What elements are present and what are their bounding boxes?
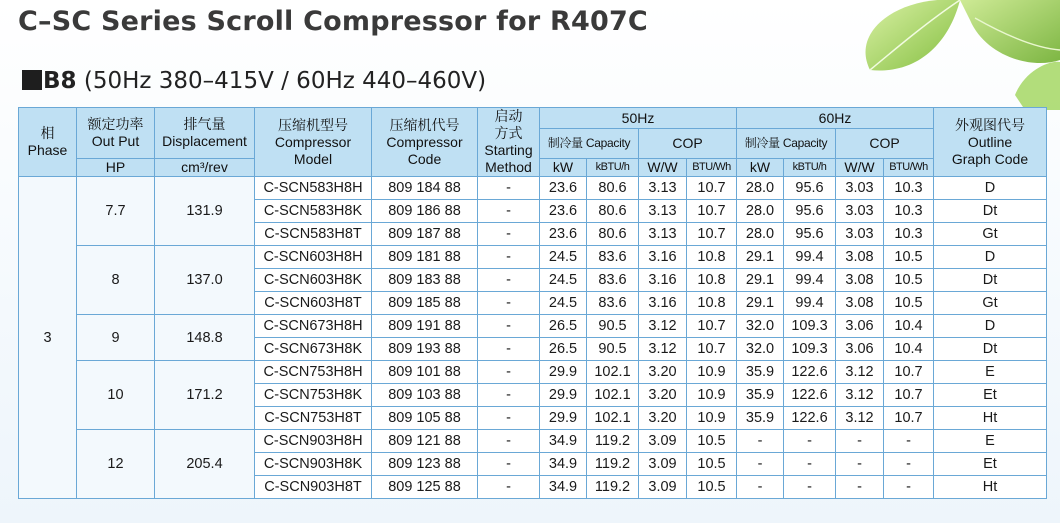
code-cell: 809 186 88	[372, 200, 478, 223]
code-cell: 809 103 88	[372, 384, 478, 407]
kbtu-50hz-cell: 119.2	[587, 453, 639, 476]
starting-method-cell: -	[478, 246, 540, 269]
cop-ww-60hz-cell: 3.08	[836, 292, 884, 315]
kbtu-60hz-cell: 109.3	[784, 315, 836, 338]
code-cell: 809 191 88	[372, 315, 478, 338]
cop-btuwh-50hz-cell: 10.5	[687, 453, 737, 476]
displacement-cell: 131.9	[155, 177, 255, 246]
cop-ww-60hz-cell: -	[836, 430, 884, 453]
cop-btuwh-50hz-cell: 10.7	[687, 315, 737, 338]
kw-60hz-cell: -	[737, 430, 784, 453]
cop-ww-60hz-cell: -	[836, 453, 884, 476]
cop-btuwh-60hz-cell: 10.7	[884, 407, 934, 430]
kw-50hz-cell: 24.5	[540, 269, 587, 292]
kw-60hz-cell: -	[737, 476, 784, 499]
starting-method-cell: -	[478, 430, 540, 453]
kw-60hz-cell: 35.9	[737, 407, 784, 430]
cop-btuwh-50hz-cell: 10.7	[687, 177, 737, 200]
model-cell: C-SCN603H8H	[255, 246, 372, 269]
cop-btuwh-60hz-cell: 10.4	[884, 315, 934, 338]
kbtu-60hz-cell: -	[784, 453, 836, 476]
kbtu-50hz-cell: 80.6	[587, 223, 639, 246]
cop-ww-50hz-cell: 3.20	[639, 384, 687, 407]
kw-60hz-cell: 29.1	[737, 269, 784, 292]
model-cell: C-SCN603H8K	[255, 269, 372, 292]
header-60hz-ww: W/W	[836, 159, 884, 177]
code-cell: 809 184 88	[372, 177, 478, 200]
cop-ww-50hz-cell: 3.13	[639, 223, 687, 246]
hp-cell: 8	[77, 246, 155, 315]
hp-cell: 9	[77, 315, 155, 361]
kw-50hz-cell: 24.5	[540, 292, 587, 315]
outline-code-cell: Dt	[934, 200, 1047, 223]
header-model: 压缩机型号 Compressor Model	[255, 108, 372, 177]
displacement-cell: 171.2	[155, 361, 255, 430]
table-row	[19, 246, 1047, 269]
code-cell: 809 121 88	[372, 430, 478, 453]
cop-btuwh-60hz-cell: 10.5	[884, 246, 934, 269]
cop-ww-60hz-cell: 3.08	[836, 246, 884, 269]
cop-btuwh-60hz-cell: -	[884, 430, 934, 453]
cop-ww-60hz-cell: 3.03	[836, 200, 884, 223]
kbtu-60hz-cell: 95.6	[784, 200, 836, 223]
header-60hz-kbtu: kBTU/h	[784, 159, 836, 177]
hp-cell: 10	[77, 361, 155, 430]
table-row	[19, 315, 1047, 338]
kw-50hz-cell: 23.6	[540, 177, 587, 200]
kbtu-50hz-cell: 102.1	[587, 361, 639, 384]
cop-ww-60hz-cell: 3.12	[836, 384, 884, 407]
kw-50hz-cell: 29.9	[540, 384, 587, 407]
header-50hz-ww: W/W	[639, 159, 687, 177]
cop-ww-50hz-cell: 3.09	[639, 430, 687, 453]
code-cell: 809 185 88	[372, 292, 478, 315]
displacement-cell: 137.0	[155, 246, 255, 315]
kbtu-60hz-cell: 122.6	[784, 407, 836, 430]
header-50hz-capacity: 制冷量 Capacity	[540, 129, 639, 159]
kbtu-60hz-cell: 95.6	[784, 177, 836, 200]
hp-cell: 12	[77, 430, 155, 499]
kbtu-50hz-cell: 90.5	[587, 338, 639, 361]
header-60hz-btuwh: BTU/Wh	[884, 159, 934, 177]
kw-60hz-cell: -	[737, 453, 784, 476]
series-subtitle	[22, 68, 486, 94]
cop-ww-50hz-cell: 3.20	[639, 361, 687, 384]
starting-method-cell: -	[478, 407, 540, 430]
cop-btuwh-50hz-cell: 10.8	[687, 246, 737, 269]
kw-60hz-cell: 29.1	[737, 292, 784, 315]
kbtu-50hz-cell: 102.1	[587, 384, 639, 407]
cop-btuwh-60hz-cell: 10.3	[884, 177, 934, 200]
header-50hz: 50Hz	[540, 108, 737, 129]
kw-60hz-cell: 28.0	[737, 177, 784, 200]
model-cell: C-SCN673H8K	[255, 338, 372, 361]
code-cell: 809 105 88	[372, 407, 478, 430]
header-50hz-kw: kW	[540, 159, 587, 177]
model-cell: C-SCN753H8T	[255, 407, 372, 430]
header-50hz-btuwh: BTU/Wh	[687, 159, 737, 177]
kw-50hz-cell: 29.9	[540, 407, 587, 430]
kw-50hz-cell: 34.9	[540, 476, 587, 499]
kbtu-60hz-cell: -	[784, 476, 836, 499]
header-outline: 外观图代号 Outline Graph Code	[934, 108, 1047, 177]
code-cell: 809 125 88	[372, 476, 478, 499]
kbtu-50hz-cell: 102.1	[587, 407, 639, 430]
cop-ww-50hz-cell: 3.09	[639, 453, 687, 476]
cop-ww-50hz-cell: 3.16	[639, 292, 687, 315]
outline-code-cell: E	[934, 430, 1047, 453]
kw-50hz-cell: 34.9	[540, 430, 587, 453]
kbtu-50hz-cell: 80.6	[587, 200, 639, 223]
model-cell: C-SCN903H8K	[255, 453, 372, 476]
outline-code-cell: E	[934, 361, 1047, 384]
cop-ww-60hz-cell: 3.06	[836, 338, 884, 361]
kbtu-60hz-cell: 99.4	[784, 292, 836, 315]
leaf-decoration-icon	[810, 0, 1060, 110]
kw-60hz-cell: 32.0	[737, 338, 784, 361]
header-50hz-kbtu: kBTU/h	[587, 159, 639, 177]
header-starting-method: 启动 方式 Starting Method	[478, 108, 540, 177]
cop-ww-60hz-cell: 3.03	[836, 177, 884, 200]
outline-code-cell: D	[934, 177, 1047, 200]
outline-code-cell: Dt	[934, 338, 1047, 361]
kbtu-50hz-cell: 83.6	[587, 292, 639, 315]
starting-method-cell: -	[478, 453, 540, 476]
model-cell: C-SCN583H8T	[255, 223, 372, 246]
model-cell: C-SCN603H8T	[255, 292, 372, 315]
cop-btuwh-50hz-cell: 10.5	[687, 476, 737, 499]
starting-method-cell: -	[478, 361, 540, 384]
code-cell: 809 123 88	[372, 453, 478, 476]
kw-60hz-cell: 29.1	[737, 246, 784, 269]
cop-btuwh-60hz-cell: -	[884, 476, 934, 499]
cop-ww-50hz-cell: 3.13	[639, 200, 687, 223]
cop-btuwh-60hz-cell: 10.5	[884, 269, 934, 292]
header-displacement: 排气量 Displacement	[155, 108, 255, 159]
cop-ww-60hz-cell: 3.03	[836, 223, 884, 246]
kbtu-50hz-cell: 80.6	[587, 177, 639, 200]
code-cell: 809 101 88	[372, 361, 478, 384]
table-row	[19, 177, 1047, 200]
cop-ww-50hz-cell: 3.16	[639, 269, 687, 292]
kbtu-50hz-cell: 119.2	[587, 430, 639, 453]
displacement-cell: 148.8	[155, 315, 255, 361]
starting-method-cell: -	[478, 384, 540, 407]
series-model: B8	[43, 68, 77, 94]
outline-code-cell: Et	[934, 384, 1047, 407]
starting-method-cell: -	[478, 200, 540, 223]
outline-code-cell: Gt	[934, 223, 1047, 246]
model-cell: C-SCN673H8H	[255, 315, 372, 338]
header-60hz: 60Hz	[737, 108, 934, 129]
cop-ww-50hz-cell: 3.16	[639, 246, 687, 269]
header-hp-unit: HP	[77, 159, 155, 177]
cop-btuwh-50hz-cell: 10.8	[687, 269, 737, 292]
outline-code-cell: Gt	[934, 292, 1047, 315]
code-cell: 809 181 88	[372, 246, 478, 269]
cop-ww-60hz-cell: 3.06	[836, 315, 884, 338]
starting-method-cell: -	[478, 177, 540, 200]
kbtu-50hz-cell: 90.5	[587, 315, 639, 338]
model-cell: C-SCN753H8K	[255, 384, 372, 407]
cop-ww-50hz-cell: 3.09	[639, 476, 687, 499]
cop-btuwh-50hz-cell: 10.7	[687, 200, 737, 223]
kw-60hz-cell: 35.9	[737, 384, 784, 407]
series-spec: (50Hz 380–415V / 60Hz 440–460V)	[76, 68, 487, 94]
kw-50hz-cell: 26.5	[540, 315, 587, 338]
outline-code-cell: Ht	[934, 476, 1047, 499]
kw-50hz-cell: 23.6	[540, 200, 587, 223]
outline-code-cell: Et	[934, 453, 1047, 476]
cop-ww-60hz-cell: -	[836, 476, 884, 499]
kbtu-50hz-cell: 83.6	[587, 246, 639, 269]
starting-method-cell: -	[478, 338, 540, 361]
table-body	[19, 177, 1047, 499]
cop-btuwh-60hz-cell: 10.3	[884, 200, 934, 223]
kw-60hz-cell: 35.9	[737, 361, 784, 384]
code-cell: 809 193 88	[372, 338, 478, 361]
model-cell: C-SCN583H8H	[255, 177, 372, 200]
header-60hz-kw: kW	[737, 159, 784, 177]
outline-code-cell: Dt	[934, 269, 1047, 292]
kw-50hz-cell: 23.6	[540, 223, 587, 246]
cop-btuwh-60hz-cell: 10.3	[884, 223, 934, 246]
displacement-cell: 205.4	[155, 430, 255, 499]
cop-ww-60hz-cell: 3.12	[836, 361, 884, 384]
starting-method-cell: -	[478, 292, 540, 315]
model-cell: C-SCN753H8H	[255, 361, 372, 384]
kbtu-60hz-cell: 95.6	[784, 223, 836, 246]
model-cell: C-SCN583H8K	[255, 200, 372, 223]
header-disp-unit: cm³/rev	[155, 159, 255, 177]
kw-50hz-cell: 34.9	[540, 453, 587, 476]
cop-btuwh-60hz-cell: -	[884, 453, 934, 476]
cop-btuwh-60hz-cell: 10.4	[884, 338, 934, 361]
starting-method-cell: -	[478, 269, 540, 292]
cop-ww-50hz-cell: 3.12	[639, 338, 687, 361]
kbtu-50hz-cell: 119.2	[587, 476, 639, 499]
cop-btuwh-50hz-cell: 10.9	[687, 361, 737, 384]
cop-ww-60hz-cell: 3.08	[836, 269, 884, 292]
kbtu-60hz-cell: 99.4	[784, 246, 836, 269]
header-phase: 相 Phase	[19, 108, 77, 177]
cop-btuwh-50hz-cell: 10.9	[687, 407, 737, 430]
cop-btuwh-50hz-cell: 10.8	[687, 292, 737, 315]
page-title: C–SC Series Scroll Compressor for R407C	[18, 6, 648, 37]
kw-50hz-cell: 24.5	[540, 246, 587, 269]
kbtu-60hz-cell: -	[784, 430, 836, 453]
header-code: 压缩机代号 Compressor Code	[372, 108, 478, 177]
cop-btuwh-50hz-cell: 10.7	[687, 223, 737, 246]
model-cell: C-SCN903H8H	[255, 430, 372, 453]
spec-table	[18, 107, 1047, 499]
cop-ww-60hz-cell: 3.12	[836, 407, 884, 430]
code-cell: 809 187 88	[372, 223, 478, 246]
outline-code-cell: Ht	[934, 407, 1047, 430]
cop-btuwh-50hz-cell: 10.5	[687, 430, 737, 453]
code-cell: 809 183 88	[372, 269, 478, 292]
hp-cell: 7.7	[77, 177, 155, 246]
starting-method-cell: -	[478, 476, 540, 499]
outline-code-cell: D	[934, 315, 1047, 338]
table-row	[19, 361, 1047, 384]
model-cell: C-SCN903H8T	[255, 476, 372, 499]
cop-btuwh-50hz-cell: 10.9	[687, 384, 737, 407]
kbtu-60hz-cell: 109.3	[784, 338, 836, 361]
kbtu-60hz-cell: 122.6	[784, 384, 836, 407]
kw-60hz-cell: 32.0	[737, 315, 784, 338]
starting-method-cell: -	[478, 315, 540, 338]
kbtu-60hz-cell: 122.6	[784, 361, 836, 384]
cop-btuwh-60hz-cell: 10.7	[884, 384, 934, 407]
header-50hz-cop: COP	[639, 129, 737, 159]
square-bullet-icon	[22, 70, 42, 90]
header-60hz-capacity: 制冷量 Capacity	[737, 129, 836, 159]
cop-ww-50hz-cell: 3.13	[639, 177, 687, 200]
kbtu-60hz-cell: 99.4	[784, 269, 836, 292]
cop-ww-50hz-cell: 3.12	[639, 315, 687, 338]
table-row	[19, 430, 1047, 453]
kw-50hz-cell: 26.5	[540, 338, 587, 361]
cop-btuwh-50hz-cell: 10.7	[687, 338, 737, 361]
kw-60hz-cell: 28.0	[737, 223, 784, 246]
phase-cell: 3	[19, 177, 77, 499]
cop-btuwh-60hz-cell: 10.5	[884, 292, 934, 315]
outline-code-cell: D	[934, 246, 1047, 269]
kbtu-50hz-cell: 83.6	[587, 269, 639, 292]
cop-btuwh-60hz-cell: 10.7	[884, 361, 934, 384]
cop-ww-50hz-cell: 3.20	[639, 407, 687, 430]
kw-50hz-cell: 29.9	[540, 361, 587, 384]
kw-60hz-cell: 28.0	[737, 200, 784, 223]
header-output: 额定功率 Out Put	[77, 108, 155, 159]
header-60hz-cop: COP	[836, 129, 934, 159]
starting-method-cell: -	[478, 223, 540, 246]
